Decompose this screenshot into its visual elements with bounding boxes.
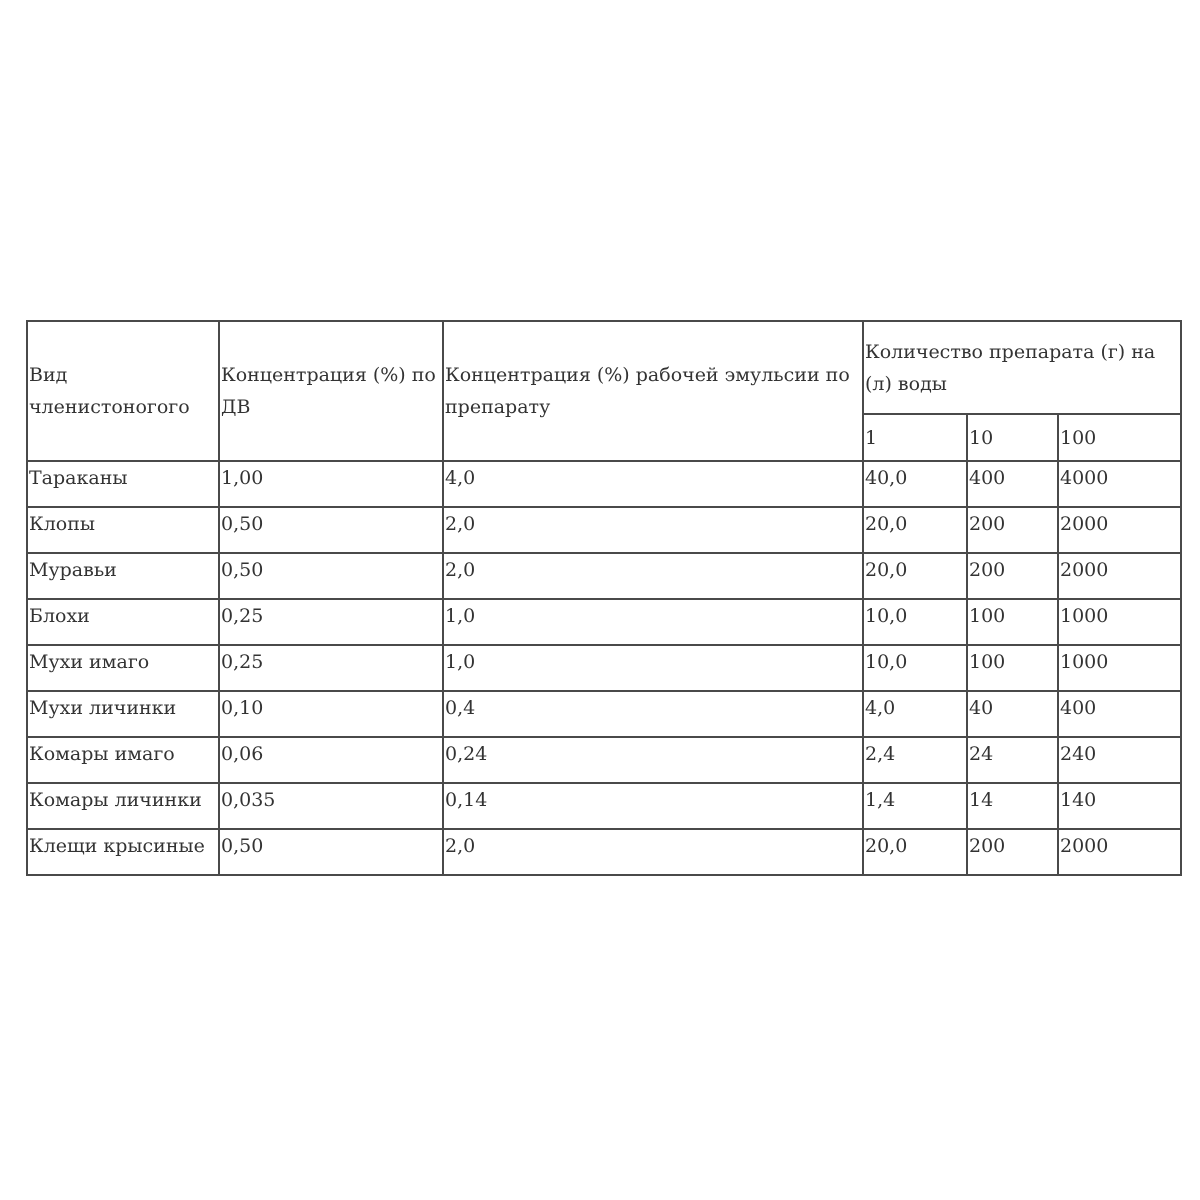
cell-amount-1l: 20,0 — [863, 507, 967, 553]
cell-dv-concentration: 0,50 — [219, 507, 443, 553]
table-header — [27, 321, 1181, 461]
cell-species: Клещи крысиные — [27, 829, 219, 875]
header-volume-10: 10 — [967, 414, 1058, 461]
cell-emulsion-concentration: 1,0 — [443, 645, 863, 691]
cell-species: Комары имаго — [27, 737, 219, 783]
cell-amount-100l: 2000 — [1058, 507, 1181, 553]
cell-emulsion-concentration: 0,14 — [443, 783, 863, 829]
cell-species: Комары личинки — [27, 783, 219, 829]
cell-amount-10l: 14 — [967, 783, 1058, 829]
table-row — [27, 737, 1181, 783]
cell-amount-100l: 1000 — [1058, 645, 1181, 691]
cell-amount-10l: 40 — [967, 691, 1058, 737]
cell-dv-concentration: 0,50 — [219, 553, 443, 599]
header-species: Вид членистоногого — [27, 321, 219, 461]
cell-species: Мухи личинки — [27, 691, 219, 737]
cell-amount-10l: 200 — [967, 553, 1058, 599]
cell-dv-concentration: 0,50 — [219, 829, 443, 875]
cell-amount-100l: 1000 — [1058, 599, 1181, 645]
cell-dv-concentration: 1,00 — [219, 461, 443, 507]
dosage-table — [26, 320, 1182, 876]
cell-emulsion-concentration: 1,0 — [443, 599, 863, 645]
cell-species: Мухи имаго — [27, 645, 219, 691]
table-row — [27, 599, 1181, 645]
cell-emulsion-concentration: 4,0 — [443, 461, 863, 507]
table-row — [27, 645, 1181, 691]
cell-amount-1l: 1,4 — [863, 783, 967, 829]
cell-emulsion-concentration: 0,4 — [443, 691, 863, 737]
header-row — [27, 321, 1181, 414]
cell-amount-100l: 2000 — [1058, 829, 1181, 875]
cell-amount-10l: 24 — [967, 737, 1058, 783]
cell-dv-concentration: 0,25 — [219, 645, 443, 691]
header-amount-group: Количество препарата (г) на (л) воды — [863, 321, 1181, 414]
header-emulsion-concentration: Концентрация (%) рабочей эмульсии по препарату — [443, 321, 863, 461]
table-row — [27, 829, 1181, 875]
table-row — [27, 461, 1181, 507]
table-row — [27, 553, 1181, 599]
cell-amount-100l: 2000 — [1058, 553, 1181, 599]
cell-amount-10l: 200 — [967, 507, 1058, 553]
cell-emulsion-concentration: 2,0 — [443, 829, 863, 875]
cell-amount-1l: 10,0 — [863, 599, 967, 645]
cell-dv-concentration: 0,06 — [219, 737, 443, 783]
cell-amount-100l: 140 — [1058, 783, 1181, 829]
table-row — [27, 507, 1181, 553]
cell-species: Блохи — [27, 599, 219, 645]
cell-amount-100l: 240 — [1058, 737, 1181, 783]
cell-amount-1l: 4,0 — [863, 691, 967, 737]
cell-amount-1l: 20,0 — [863, 829, 967, 875]
header-volume-100: 100 — [1058, 414, 1181, 461]
cell-amount-10l: 100 — [967, 645, 1058, 691]
header-dv-concentration: Концентрация (%) по ДВ — [219, 321, 443, 461]
cell-dv-concentration: 0,10 — [219, 691, 443, 737]
cell-emulsion-concentration: 2,0 — [443, 553, 863, 599]
cell-species: Тараканы — [27, 461, 219, 507]
table-row — [27, 691, 1181, 737]
cell-amount-10l: 400 — [967, 461, 1058, 507]
cell-amount-1l: 2,4 — [863, 737, 967, 783]
cell-dv-concentration: 0,035 — [219, 783, 443, 829]
cell-amount-1l: 10,0 — [863, 645, 967, 691]
cell-amount-1l: 40,0 — [863, 461, 967, 507]
cell-emulsion-concentration: 0,24 — [443, 737, 863, 783]
cell-amount-100l: 400 — [1058, 691, 1181, 737]
cell-amount-10l: 200 — [967, 829, 1058, 875]
cell-dv-concentration: 0,25 — [219, 599, 443, 645]
cell-species: Клопы — [27, 507, 219, 553]
table-body — [27, 461, 1181, 875]
cell-amount-100l: 4000 — [1058, 461, 1181, 507]
cell-amount-1l: 20,0 — [863, 553, 967, 599]
cell-species: Муравьи — [27, 553, 219, 599]
table-row — [27, 783, 1181, 829]
cell-amount-10l: 100 — [967, 599, 1058, 645]
header-volume-1: 1 — [863, 414, 967, 461]
cell-emulsion-concentration: 2,0 — [443, 507, 863, 553]
